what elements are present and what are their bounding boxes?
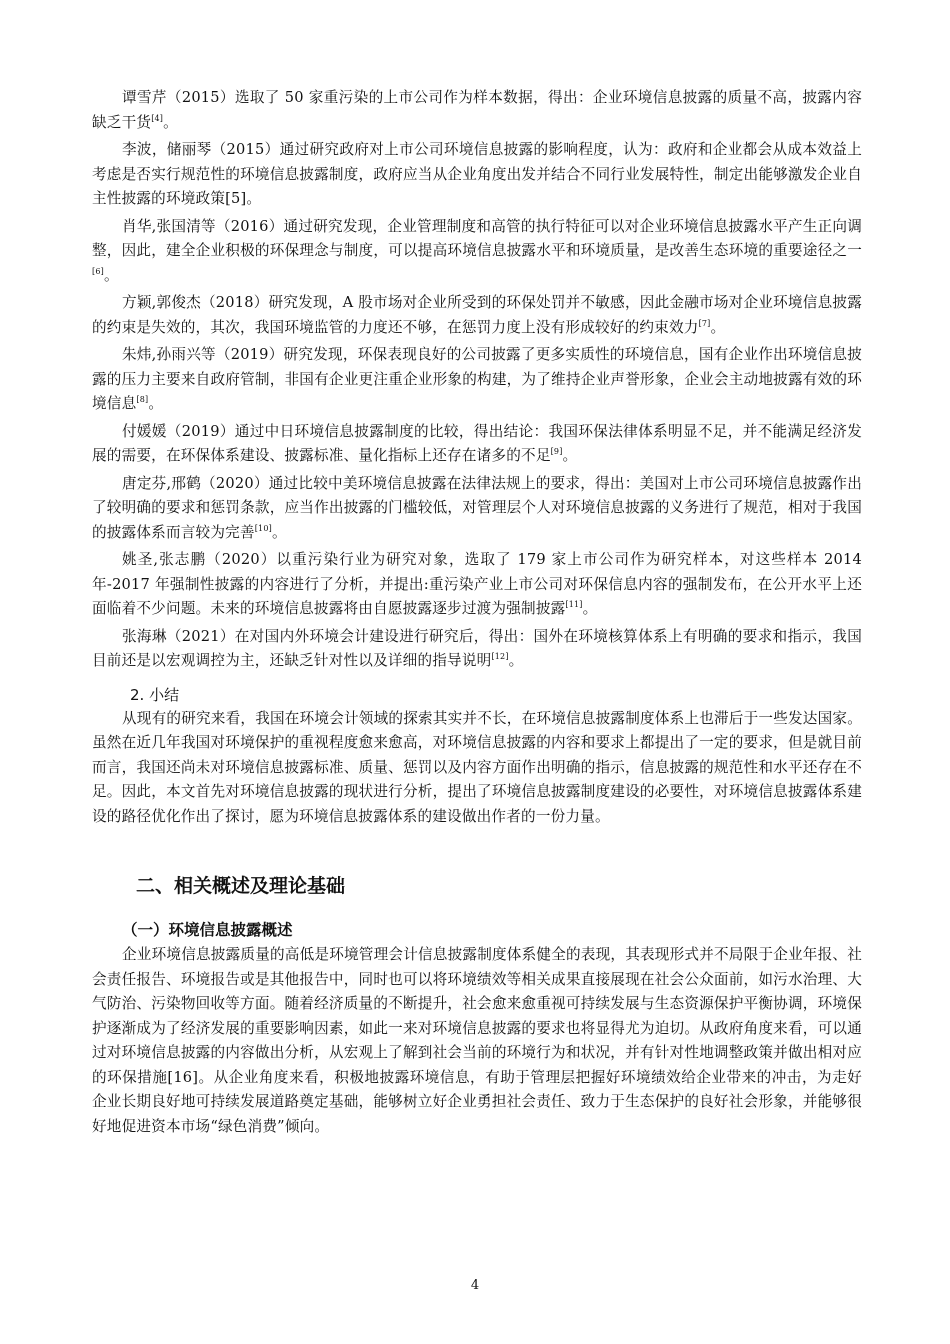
review-text: 唐定芬,邢鹤（2020）通过比较中美环境信息披露在法律法规上的要求，得出：美国对上市公司环境信息披露作出了较明确的要求和惩罚条款，应当作出披露的门槛较低，对管理层个人对环境信息披露的义务进行了规范，相对于我国的披露体系而言较为完善: [92, 474, 862, 541]
citation-ref: [10]: [254, 523, 272, 533]
citation-ref: [12]: [491, 652, 509, 661]
chapter-title: 二、相关概述及理论基础: [136, 875, 346, 897]
summary-heading: 2. 小结: [130, 685, 180, 704]
review-text: 姚圣,张志鹏（2020）以重污染行业为研究对象，选取了 179 家上市公司作为研究样本，对这些样本 2014 年-2017 年强制性披露的内容进行了分析，并提出:重污染产业上市公司对环保信息内容的强制发布，在公开水平上还面临着不少问题。未来的环境信息披露将由自愿披露逐步过渡为强制披露: [92, 551, 862, 617]
review-paragraph: [92, 291, 862, 340]
review-tail: 。: [508, 652, 524, 669]
section-paragraph: 企业环境信息披露质量的高低是环境管理会计信息披露制度体系健全的表现，其表现形式并不局限于企业年报、社会责任报告、环境报告或是其他报告中，同时也可以将环境绩效等相关成果直接展现在社会公众面前，如污水治理、大气防治、污染物回收等方面。随着经济质量的不断提升，社会愈来愈重视可持续发展与生态资源保护平衡协调，环境保护逐渐成为了经济发展的重要影响因素，如此一来对环境信息披露的要求也将显得尤为迫切。从政府角度来看，可以通过对环境信息披露的内容做出分析，从宏观上了解到社会当前的环境行为和状况，并有针对性地调整政策并做出相对应的环保措施[16]。从企业角度来看，积极地披露环境信息，有助于管理层把握好环境绩效给企业带来的冲击，为走好企业长期良好地可持续发展道路奠定基础，能够树立好企业勇担社会责任、致力于生态保护的良好社会形象，并能够很好地促进资本市场“绿色消费”倾向。: [92, 946, 862, 1135]
review-text: 肖华,张国清等（2016）通过研究发现，企业管理制度和高管的执行特征可以对企业环境信息披露水平产生正向调整，因此，建全企业积极的环保理念与制度，可以提高环境信息披露水平和环境质量，是改善生态环境的重要途径之一: [92, 217, 862, 259]
citation-ref: [9]: [550, 447, 563, 456]
review-tail: 。: [710, 318, 726, 336]
review-paragraph: [92, 420, 862, 469]
citation-ref: [11]: [565, 600, 583, 609]
review-tail: 。: [582, 600, 598, 617]
review-text: 李波，储丽琴（2015）通过研究政府对上市公司环境信息披露的影响程度，认为：政府和企业都会从成本效益上考虑是否实行规范性的环境信息披露制度，政府应当从企业角度出发并结合不同行业发展特性，制定出能够激发企业自主性披露的环境政策[5]。: [92, 141, 862, 207]
review-tail: 。: [103, 266, 119, 284]
review-paragraph: [92, 86, 862, 135]
review-paragraph: [92, 215, 862, 289]
page-content: [92, 86, 862, 1142]
summary-paragraph: 从现有的研究来看，我国在环境会计领域的探索其实并不长，在环境信息披露制度体系上也滞后于一些发达国家。虽然在近几年我国对环境保护的重视程度愈来愈高，对环境信息披露的内容和要求上都提出了一定的要求，但是就目前而言，我国还尚未对环境信息披露标准、质量、惩罚以及内容方面作出明确的指示，信息披露的规范性和水平还存在不足。因此，本文首先对环境信息披露的现状进行分析，提出了环境信息披露制度建设的必要性，对环境信息披露体系建设的路径优化作出了探讨，愿为环境信息披露体系的建设做出作者的一份力量。: [92, 709, 862, 825]
review-tail: 。: [271, 523, 287, 541]
review-tail: 。: [562, 447, 578, 464]
review-tail: 。: [148, 395, 164, 412]
citation-ref: [4]: [151, 113, 164, 123]
review-paragraph: [92, 548, 862, 622]
citation-ref: [8]: [136, 395, 149, 404]
citation-ref: [7]: [698, 318, 711, 328]
review-text: 付媛媛（2019）通过中日环境信息披露制度的比较，得出结论：我国环保法律体系明显不足，并不能满足经济发展的需要，在环保体系建设、披露标准、量化指标上还存在诸多的不足: [92, 422, 862, 464]
review-text: 朱炜,孙雨兴等（2019）研究发现，环保表现良好的公司披露了更多实质性的环境信息，国有企业作出环境信息披露的压力主要来自政府管制，非国有企业更注重企业形象的构建，为了维持企业声誉形象，企业会主动地披露有效的环境信息: [92, 346, 862, 412]
review-text: 张海琳（2021）在对国内外环境会计建设进行研究后，得出：国外在环境核算体系上有明确的要求和指示，我国目前还是以宏观调控为主，还缺乏针对性以及详细的指导说明: [92, 627, 862, 669]
review-paragraph: [92, 472, 862, 546]
section-title: （一）环境信息披露概述: [122, 921, 293, 939]
review-text: 方颖,郭俊杰（2018）研究发现，A 股市场对企业所受到的环保处罚并不敏感，因此金融市场对企业环境信息披露的约束是失效的，其次，我国环境监管的力度还不够，在惩罚力度上没有形成较好的约束效力: [92, 294, 862, 336]
page-number: 4: [470, 1278, 480, 1293]
review-text: 谭雪芹（2015）选取了 50 家重污染的上市公司作为样本数据，得出：企业环境信息披露的质量不高，披露内容缺乏干货: [92, 89, 862, 131]
review-paragraph: [92, 138, 862, 212]
review-paragraph: [92, 625, 862, 674]
review-tail: 。: [163, 113, 178, 131]
review-paragraph: [92, 343, 862, 417]
citation-ref: [6]: [92, 266, 104, 276]
